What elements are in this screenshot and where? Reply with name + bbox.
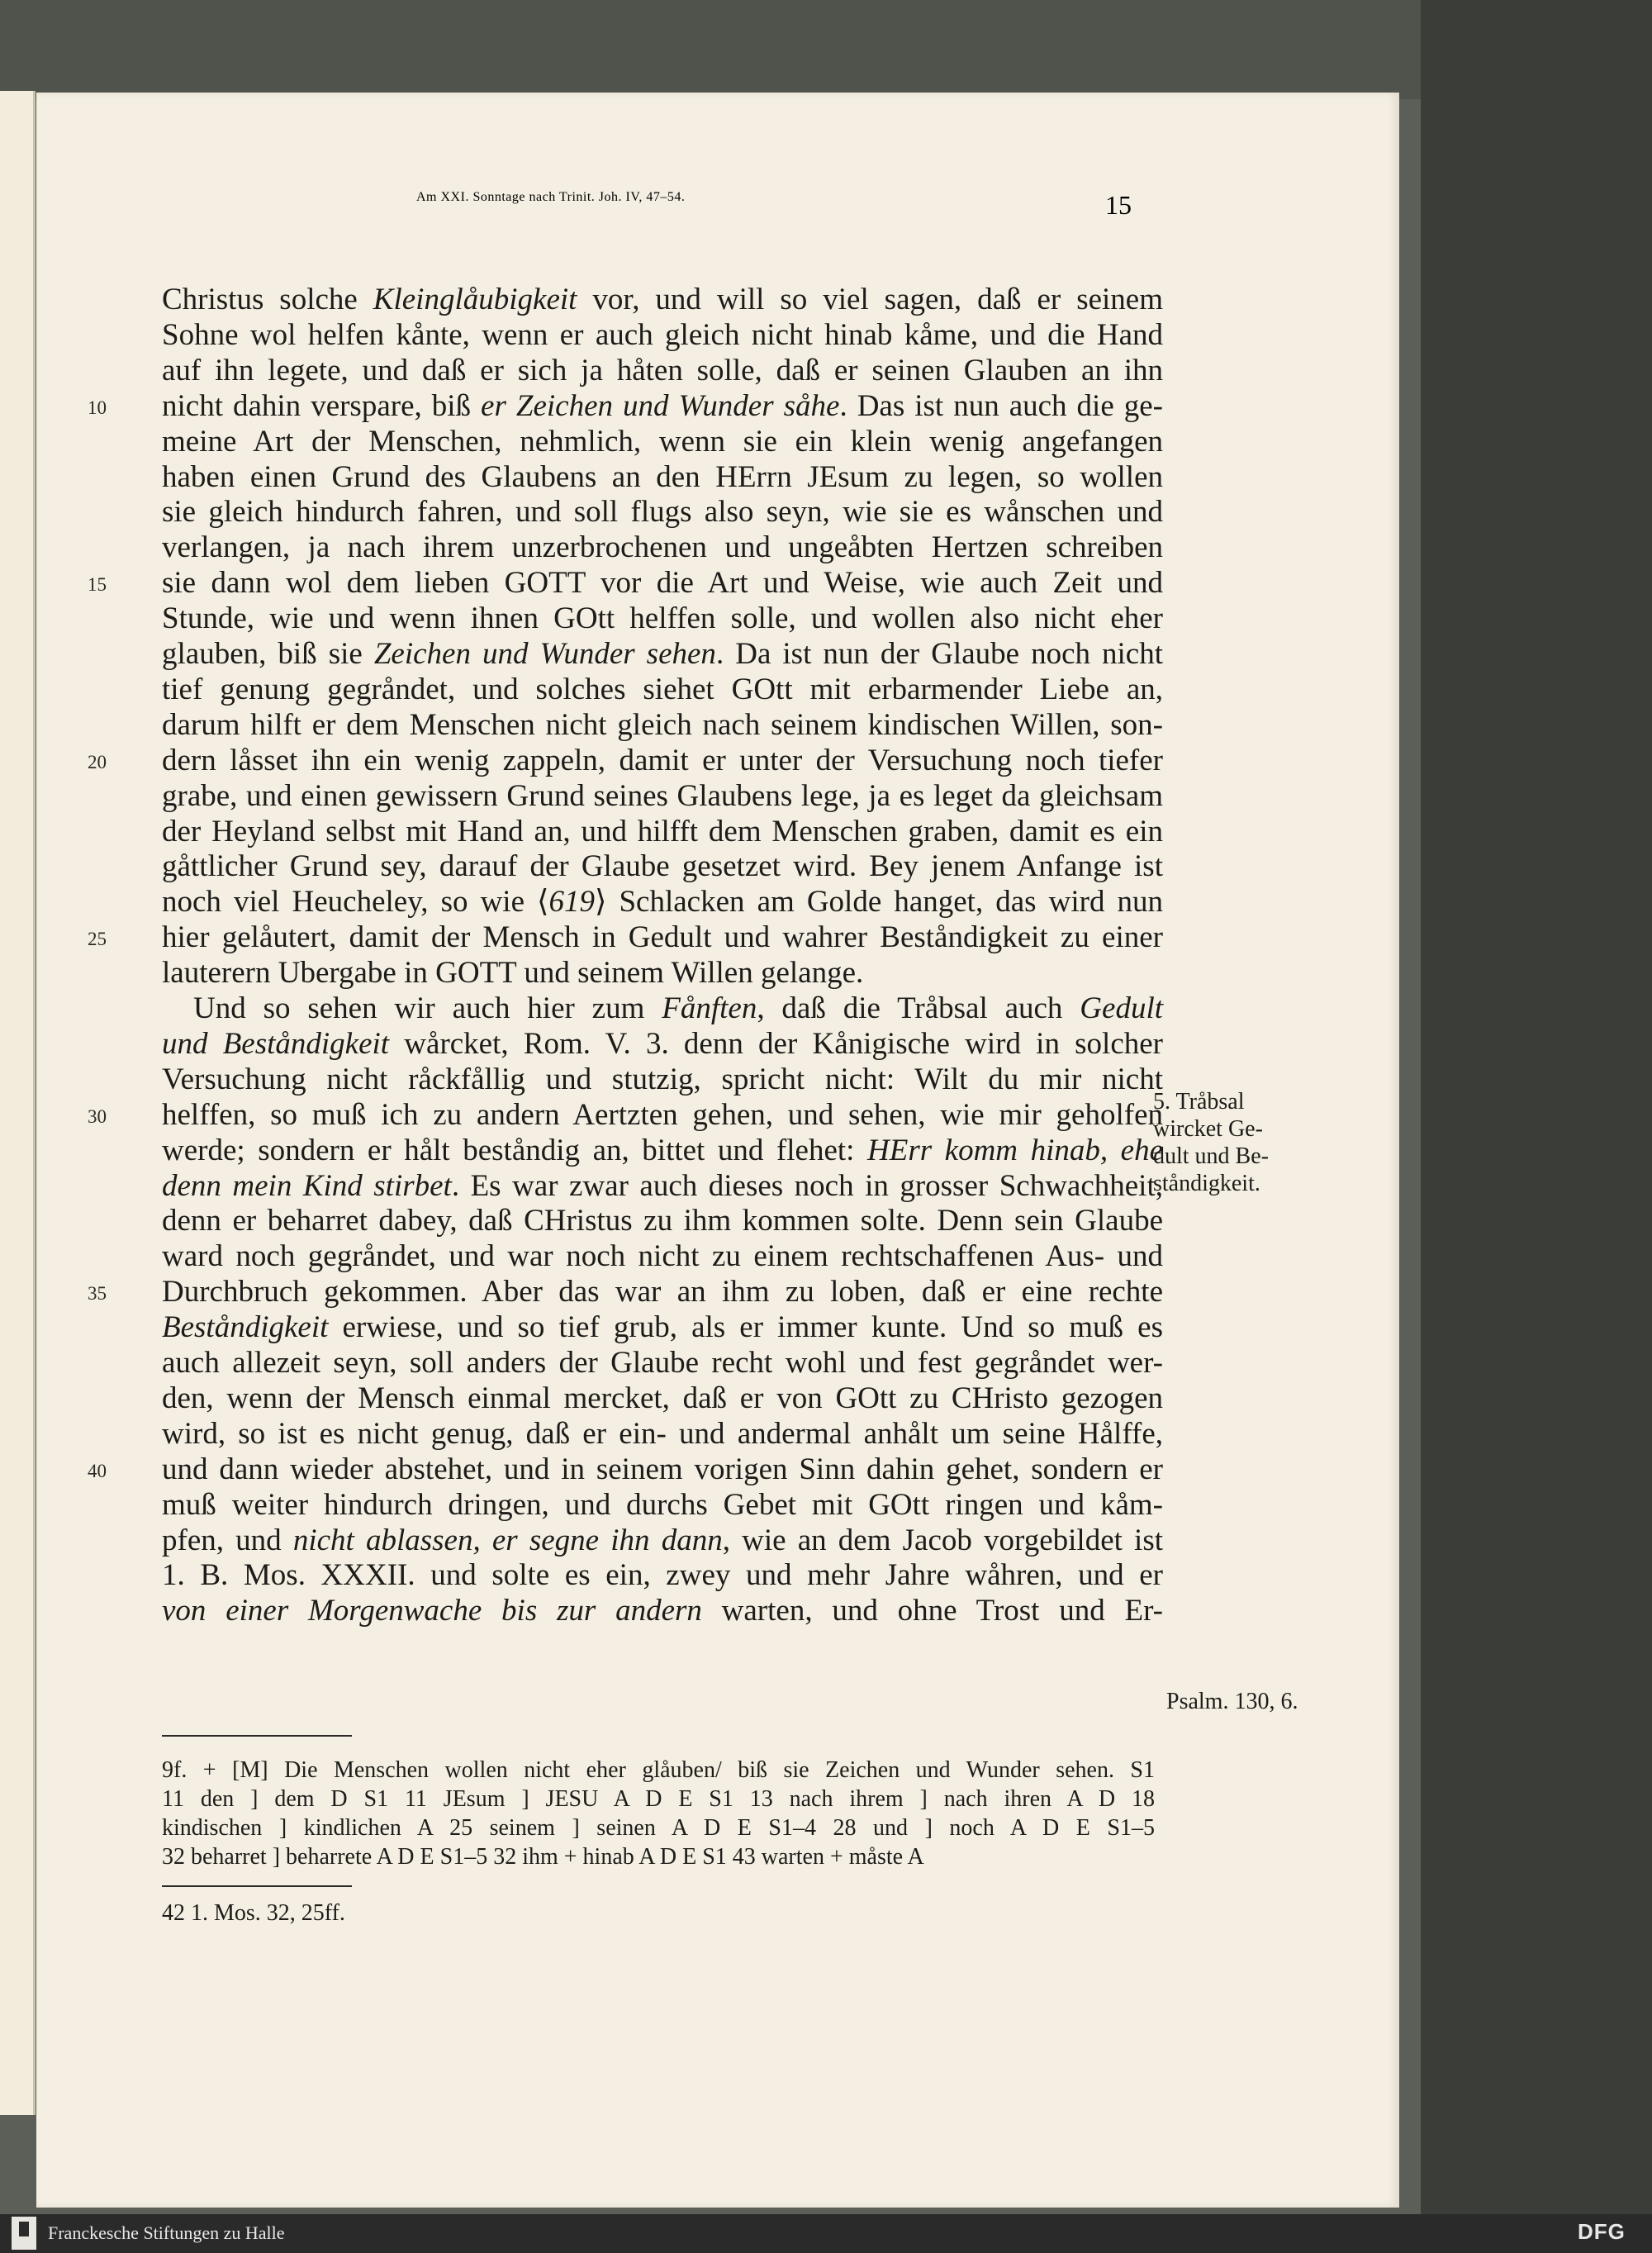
text-line: nicht dahin verspare, biß er Zeichen und Wunder såhe. Das ist nun auch die ge- (162, 388, 1163, 423)
text-line: Stunde, wie und wenn ihnen GOtt helffen solle, und wollen also nicht eher (162, 601, 1163, 636)
text-line: gåttlicher Grund sey, darauf der Glaube gesetzet wird. Bey jenem Anfange ist (162, 849, 1163, 884)
text-line: Beståndigkeit erwiese, und so tief grub, als er immer kunte. Und so muß es (162, 1310, 1163, 1345)
text-line: tief genung gegråndet, und solches siehet GOtt mit erbarmender Liebe an, (162, 672, 1163, 706)
line-number: 10 (88, 397, 107, 418)
text-line: helffen, so muß ich zu andern Aertzten gehen, und sehen, wie mir geholfen (162, 1097, 1163, 1132)
text-line: und dann wieder abstehet, und in seinem vorigen Sinn dahin gehet, sondern er (162, 1452, 1163, 1486)
text-line: Versuchung nicht råckfållig und stutzig, spricht nicht: Wilt du mir nicht (162, 1062, 1163, 1096)
text-line: 1. B. Mos. XXXII. und solte es ein, zwey und mehr Jahre wåhren, und er (162, 1558, 1163, 1593)
footnote-rule (162, 1735, 352, 1737)
text-line: werde; sondern er hålt beståndig an, bittet und flehet: HErr komm hinab, ehe (162, 1133, 1164, 1167)
text-line: sie gleich hindurch fahren, und soll flugs also seyn, wie sie es wånschen und (162, 495, 1163, 530)
reference-rule (162, 1885, 352, 1887)
running-title: Am XXI. Sonntage nach Trinit. Joh. IV, 47–54. (416, 190, 686, 204)
text-line: glauben, biß sie Zeichen und Wunder sehen. Da ist nun der Glaube noch nicht (162, 637, 1163, 671)
text-line: dern låsset ihn ein wenig zappeln, damit er unter der Versuchung noch tiefer (162, 743, 1163, 777)
line-number: 30 (88, 1105, 107, 1127)
text-line: Und so sehen wir auch hier zum Fånften, daß die Tråbsal auch Gedult (193, 991, 1163, 1025)
line-number: 35 (88, 1283, 107, 1305)
line-number: 25 (88, 929, 107, 950)
text-line: und Beståndigkeit wårcket, Rom. V. 3. denn der Kånigische wird in solcher (162, 1026, 1163, 1061)
text-line: grabe, und einen gewissern Grund seines Glaubens lege, ja es leget da gleichsam (162, 778, 1163, 813)
text-line: muß weiter hindurch dringen, und durchs Gebet mit GOtt ringen und kåm- (162, 1487, 1163, 1522)
scan-background-top (0, 0, 1652, 99)
text-line: auf ihn legete, und daß er sich ja håten solle, daß er seinen Glauben an ihn (162, 353, 1163, 387)
apparatus-line: 9f. + [M] Die Menschen wollen nicht eher glåuben/ biß sie Zeichen und Wunder sehen. S1 (162, 1757, 1155, 1783)
text-line: sie dann wol dem lieben GOTT vor die Art und Weise, wie auch Zeit und (162, 566, 1163, 601)
apparatus-line: kindischen ] kindlichen A 25 seinem ] seinen A D E S1–4 28 und ] noch A D E S1–5 (162, 1815, 1155, 1841)
text-line: noch viel Heucheley, so wie ⟨619⟩ Schlacken am Golde hanget, das wird nun (162, 885, 1163, 920)
text-line: den, wenn der Mensch einmal mercket, daß er von GOtt zu CHristo gezogen (162, 1381, 1163, 1415)
text-line: auch allezeit seyn, soll anders der Glaube recht wohl und fest gegråndet wer- (162, 1346, 1163, 1380)
text-line: denn er beharret dabey, daß CHristus zu ihm kommen solte. Denn sein Glaube (162, 1204, 1163, 1238)
line-number: 40 (88, 1460, 107, 1481)
text-line: denn mein Kind stirbet. Es war zwar auch dieses noch in grosser Schwachheit, (162, 1168, 1163, 1203)
scan-background-right (1421, 0, 1652, 2214)
text-line: hier gelåutert, damit der Mensch in Gedult und wahrer Beståndigkeit zu einer (162, 920, 1163, 955)
text-line: Christus solche Kleinglåubigkeit vor, und will so viel sagen, daß er seinem (162, 283, 1163, 316)
text-line: haben einen Grund des Glaubens an den HErrn JEsum zu legen, so wollen (162, 459, 1163, 494)
margin-note-line: 5. Tråbsal (1153, 1089, 1245, 1115)
book-page (36, 93, 1399, 2208)
text-line: pfen, und nicht ablassen, er segne ihn dann, wie an dem Jacob vorgebildet ist (162, 1523, 1164, 1557)
institution-logo-icon (12, 2217, 36, 2250)
margin-note-line: ståndigkeit. (1153, 1171, 1260, 1196)
page-number: 15 (1105, 190, 1132, 220)
margin-note-line: wircket Ge- (1153, 1116, 1263, 1142)
line-number: 15 (88, 574, 107, 596)
text-line: wird, so ist es nicht genug, daß er ein- und andermal anhålt um seine Hålffe, (162, 1416, 1163, 1451)
apparatus-line: 11 den ] dem D S1 11 JEsum ] JESU A D E S1 13 nach ihrem ] nach ihren A D 18 (162, 1786, 1155, 1812)
text-line: der Heyland selbst mit Hand an, und hilfft dem Menschen graben, damit es ein (162, 814, 1163, 848)
dfg-logo: DFG (1578, 2219, 1626, 2244)
text-line: Durchbruch gekommen. Aber das war an ihm zu loben, daß er eine rechte (162, 1275, 1163, 1309)
psalm-margin-note: Psalm. 130, 6. (1166, 1689, 1298, 1714)
previous-page-edge (0, 91, 36, 2115)
margin-note (1153, 1088, 1269, 1197)
reference-note: 42 1. Mos. 32, 25ff. (162, 1900, 345, 1926)
text-line: darum hilft er dem Menschen nicht gleich nach seinem kindischen Willen, son- (162, 707, 1163, 742)
text-line: verlangen, ja nach ihrem unzerbrochenen und ungeåbten Hertzen schreiben (162, 530, 1163, 565)
text-line: lauterern Ubergabe in GOTT und seinem Willen gelange. (162, 956, 864, 991)
apparatus-line: 32 beharret ] beharrete A D E S1–5 32 ihm + hinab A D E S1 43 warten + måste A (162, 1844, 924, 1870)
margin-note-line: dult und Be- (1153, 1143, 1269, 1169)
text-line: meine Art der Menschen, nehmlich, wenn sie ein klein wenig angefangen (162, 424, 1163, 459)
line-number: 20 (88, 751, 107, 772)
institution-name: Franckesche Stiftungen zu Halle (48, 2222, 285, 2243)
text-line: ward noch gegråndet, und war noch nicht zu einem rechtschaffenen Aus- und (162, 1239, 1163, 1274)
text-line: Sohne wol helfen kånte, wenn er auch gleich nicht hinab kåme, und die Hand (162, 317, 1163, 352)
text-line: von einer Morgenwache bis zur andern warten, und ohne Trost und Er- (162, 1594, 1163, 1628)
